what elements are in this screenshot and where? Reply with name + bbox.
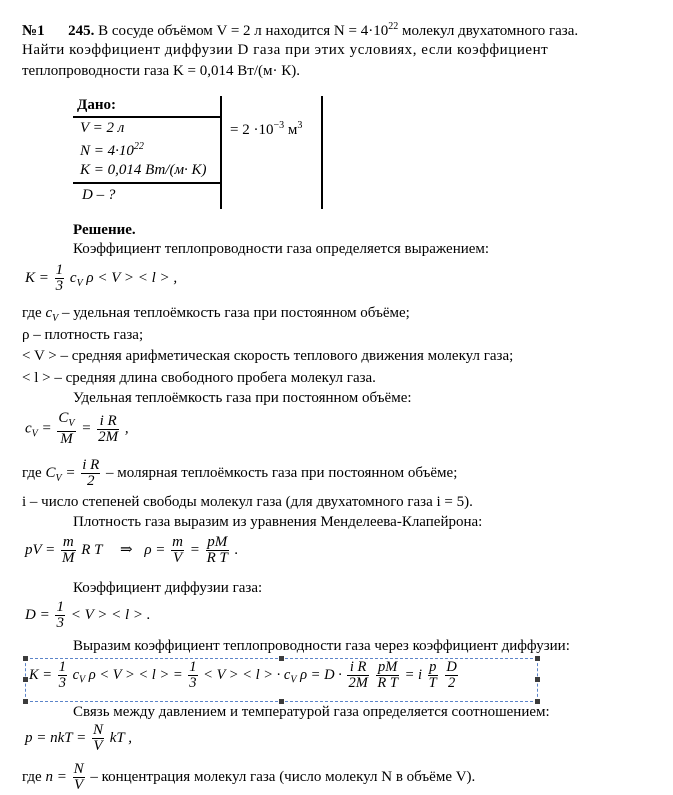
solution-text-6: Удельная теплоёмкость газа при постоянном объёме:	[73, 390, 412, 406]
equation-k: K = $\frac{1}{3}$ $c_V$ ρ < V > < l > ,	[25, 262, 178, 294]
solution-text-4: < V > – средняя арифметическая скорость теплового движения молекул газа;	[22, 348, 514, 364]
problem-statement-line1: №1 245. В сосуде объёмом V = 2 л находится $N = 4\cdot 10^{22}$ молекул двухатомного газа.	[22, 21, 579, 39]
equation-pressure: p = nkT = $\frac{N}{V}$ kT ,	[25, 722, 132, 754]
problem-text-1: В сосуде объёмом V = 2 л находится N = 4·10	[98, 23, 389, 39]
selection-handle-tr[interactable]	[535, 656, 540, 661]
solution-text-5: < l > – средняя длина свободного пробега молекул газа.	[22, 370, 376, 386]
given-n: $N = 4\cdot 10^{22}$	[80, 141, 144, 159]
solution-text-11: Выразим коэффициент теплопроводности газа через коэффициент диффузии:	[73, 638, 570, 654]
problem-text-3: теплопроводности газа K = 0,014 Вт/(м· К).	[22, 63, 300, 79]
solution-text-1: Коэффициент теплопроводности газа определяется выражением:	[73, 241, 490, 257]
given-si: = $2 \cdot 10^{-3}$ $м^3$	[230, 120, 303, 138]
given-rule-bottom	[73, 182, 220, 184]
equation-cv: $c_V$ = $\frac{C_V}{M}$ = $\frac{\text{i R}}{2M}$ ,	[25, 410, 129, 447]
solution-text-12: Связь между давлением и температурой газа определяется соотношением:	[73, 704, 550, 720]
solution-text-3: ρ – плотность газа;	[22, 327, 144, 343]
given-v: V = 2 л	[80, 120, 125, 136]
equation-mendeleev: pV = $\frac{m}{M}$ R T ⇒ ρ = $\frac{m}{V}$ = $\frac{pM}{\text{R T}}$ .	[25, 534, 239, 566]
selection-handle-mr[interactable]	[535, 677, 540, 682]
equation-k-via-d: K = $\frac{1}{3}$ $c_V$ ρ < V > < l > = $\frac{1}{3}$ < V > < l > · $c_V$ ρ = D · $\frac{\text{i R}}{2M}$ $\frac{pM}{\text{R T}}$ = i $\frac{p}{T}$ $\frac{D}{2}$	[29, 659, 457, 691]
problem-number: №1	[22, 23, 45, 39]
given-divider-left	[220, 96, 222, 209]
given-rule-top	[73, 116, 220, 118]
solution-text-10: Коэффициент диффузии газа:	[73, 580, 263, 596]
selection-handle-tl[interactable]	[23, 656, 28, 661]
solution-text-2: где $c_V$ – удельная теплоёмкость газа при постоянном объёме;	[22, 305, 410, 324]
solution-text-8: i – число степеней свободы молекул газа (для двухатомного газа i = 5).	[22, 494, 473, 510]
selection-handle-ml[interactable]	[23, 677, 28, 682]
problem-text-2: Найти коэффициент диффузии D газа при этих условиях, если коэффициент	[22, 42, 549, 58]
solution-text-9: Плотность газа выразим из уравнения Менделеева-Клапейрона:	[73, 514, 483, 530]
solution-text-13: где n = $\frac{N}{V}$ – концентрация молекул газа (число молекул N в объёме V).	[22, 761, 476, 793]
solution-title: Решение.	[73, 222, 136, 238]
problem-id: 245.	[68, 23, 95, 39]
given-divider-right	[321, 96, 323, 209]
solution-text-7: где $C_V$ = $\frac{\text{i R}}{2}$ – молярная теплоёмкость газа при постоянном объёме;	[22, 457, 458, 489]
given-find: D – ?	[82, 187, 116, 203]
equation-d: D = $\frac{1}{3}$ < V > < l > .	[25, 599, 151, 631]
given-k: K = 0,014 Вт/(м· К)	[80, 162, 207, 178]
given-title: Дано:	[77, 97, 116, 113]
selection-handle-bl[interactable]	[23, 699, 28, 704]
